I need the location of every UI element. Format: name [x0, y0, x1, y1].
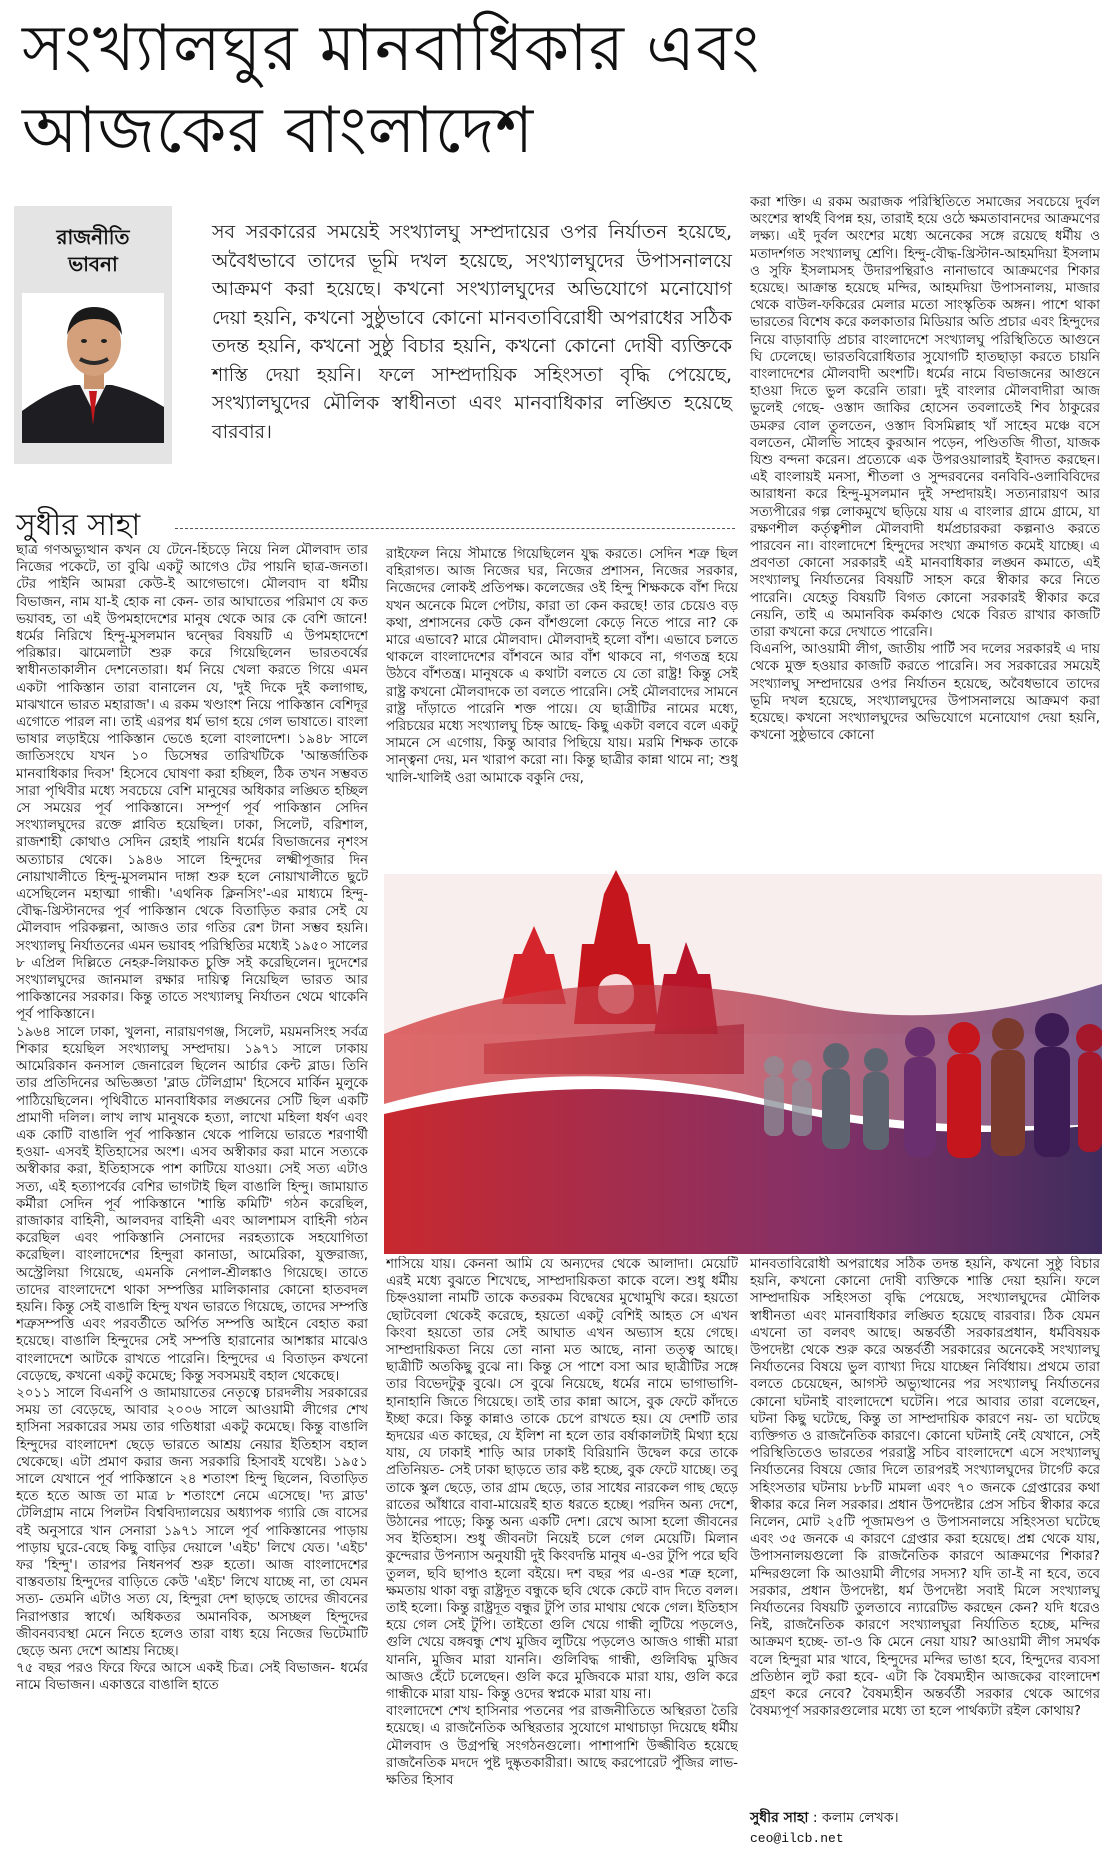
column-label — [14, 224, 172, 278]
author-byline: সুধীর সাহা — [16, 508, 141, 543]
signature-email: ceo@ilcb.net — [750, 1831, 844, 1846]
author-portrait — [22, 293, 164, 443]
byline-divider — [175, 528, 735, 529]
headline-line-1: সংখ্যালঘুর মানবাধিকার এবং — [22, 12, 761, 86]
body-column-3-top — [750, 194, 1100, 834]
column-label-box — [14, 206, 172, 464]
author-signature — [750, 1808, 1100, 1849]
author-portrait-drawing — [22, 293, 164, 443]
illustration-temple-crowd — [384, 834, 1102, 1254]
column-label-line-1: রাজনীতি — [56, 225, 130, 249]
body-column-1-text: ছাত্র গণঅভ্যুত্থান কখন যে টেনে-হিঁচড়ে নিয়ে নিল মৌলবাদ তার নিজের পকেটে, তা বুঝি একটু আগেও টের পায়নি ছাত্র-জনতা। টের পাইনি আমরা কেউ-ই আগেভাগে। মৌলবাদ বা ধর্মীয় বিভাজন, নাম যা-ই হোক না কেন- তার আঘাতের পরিমাণ যে কত ভয়াবহ, তা এই উপমহাদেশের মানুষ থেকে আর কে বেশি জানে! ধর্মের নিরিখে হিন্দু-মুসলমান দ্বন্দ্বের বিষয়টি এ উপমহাদেশে পরিষ্কার। ঝামেলাটা শুরু করে গিয়েছিলেন ভারতবর্ষের স্বাধীনতাকালীন দেশনেতারা। ধর্ম নিয়ে খেলা করতে গিয়ে এমন একটা পাকিস্তান তারা বানালেন যে, 'দুই দিকে দুই কলাগাছ, মাঝখানে ভারত মহারাজ'। এ রকম খণ্ডাংশ নিয়ে পাকিস্তান বেশিদূর এগোতে পারল না। তাই এরপর ধর্ম ভাগ হয়ে গেল ভাষাতে। বাংলা ভাষার লড়াইয়ে পাকিস্তান ভেঙে হলো বাংলাদেশ। ১৯৪৮ সালে জাতিসংঘে যখন ১০ ডিসেম্বর তারিখটিকে 'আন্তর্জাতিক মানবাধিকার দিবস' হিসেবে ঘোষণা করা হচ্ছিল, ঠিক তখন সম্ভবত সারা পৃথিবীর মধ্যে সবচেয়ে বেশি মানুষের অধিকার লঙ্ঘিত হচ্ছিল সে সময়ের পূর্ব পাকিস্তানে। সম্পূর্ণ পূর্ব পাকিস্তান সেদিন সংখ্যালঘুদের রক্তে প্লাবিত হয়েছিল। ঢাকা, সিলেট, বরিশাল, রাজশাহী কোথাও সেদিন রেহাই পায়নি ধর্মের বিভাজনের নৃশংস অত্যাচার থেকে। ১৯৪৬ সালে হিন্দুদের লক্ষ্মীপূজার দিন নোয়াখালীতে হিন্দু-মুসলমান দাঙ্গা শুরু হলে নোয়াখালীতে ছুটে এসেছিলেন মহাত্মা গান্ধী। 'এথনিক ক্লিনসিং'-এর মাধ্যমে হিন্দু-বৌদ্ধ-খ্রিস্টানদের পূর্ব পাকিস্তান থেকে বিতাড়িত করার সেই যে মৌলবাদ পরিকল্পনা, আজও তার গতির রেশ টানা সম্ভব হয়নি। সংখ্যালঘু নির্যাতনের এমন ভয়াবহ পরিস্থিতির মধ্যেই ১৯৫০ সালের ৮ এপ্রিল দিল্লিতে নেহরু-লিয়াকত চুক্তি সই করেছিলেন। দুদেশের সংখ্যালঘুদের জানমাল রক্ষার দায়িত্ব নিয়েছিল ভারত আর পাকিস্তানের সরকার। কিন্তু তাতে সংখ্যালঘু নির্যাতন থেমে থাকেনি পূর্ব পাকিস্তানে। ১৯৬৪ সালে ঢাকা, খুলনা, নারায়ণগঞ্জ, সিলেট, ময়মনসিংহ সর্বত্র শিকার হয়েছিল সংখ্যালঘু সম্প্রদায়। ১৯৭১ সালে ঢাকায় আমেরিকান কনসাল জেনারেল ছিলেন আর্চার কেন্ট ব্লাড। তিনি তার প্রতিদিনের অভিজ্ঞতা 'ব্লাড টেলিগ্রাম' হিসেবে মার্কিন মুলুকে পাঠিয়েছিলেন। পৃথিবীতে মানবাধিকার লঙ্ঘনের সেটি ছিল একটি প্রামাণী দলিল। লাখ লাখ মানুষকে হত্যা, লাখো মহিলা ধর্ষণ এবং এক কোটি বাঙালি পূর্ব পাকিস্তান থেকে পালিয়ে ভারতে শরণার্থী হওয়া- এসবই ইতিহাসের অংশ। এসব অস্বীকার করা মানে সত্যকে অস্বীকার করা, ইতিহাসকে পাশ কাটিয়ে যাওয়া। সেই সত্য এটাও সত্য, এই হত্যাপর্বের বেশির ভাগটাই ছিল বাঙালি হিন্দু। জামায়াত কর্মীরা সেদিন পূর্ব পাকিস্তানে 'শান্তি কমিটি' গঠন করেছিল, রাজাকার বাহিনী, আলবদর বাহিনী এবং আলশামস বাহিনী গঠন করেছিল এবং পাকিস্তানি সেনাদের নরহত্যাকে সহযোগিতা করেছিল। বাংলাদেশের হিন্দুরা কানাডা, আমেরিকা, যুক্তরাজ্য, অস্ট্রেলিয়া গিয়েছে, এমনকি নেপাল-শ্রীলঙ্কাও গিয়েছে। তাতে তাদের বাংলাদেশে থাকা সম্পত্তির মালিকানার কোনো হাতবদল হয়নি। কিন্তু সেই বাঙালি হিন্দু যখন ভারতে গিয়েছে, তাদের সম্পত্তি শত্রুসম্পত্তি এবং পরবর্তীতে অর্পিত সম্পত্তি আইনে বেহাত করা হয়েছে। বাঙালি হিন্দুদের সেই সম্পত্তি হারানোর আশঙ্কার মাঝেও বাংলাদেশে আটকে রাখতে পারেনি। হিন্দুদের এ বিতাড়ন কখনো বেড়েছে, কখনো একটু কমেছে; কিন্তু সবসময়ই বহাল থেকেছে। ২০১১ সালে বিএনপি ও জামায়াতের নেতৃত্বে চারদলীয় সরকারের সময় তা বেড়েছে, আবার ২০০৬ সালে আওয়ামী লীগের শেখ হাসিনা সরকারের সময় তার গতিধারা একটু কমেছে। কিন্তু বাঙালি হিন্দুদের বাংলাদেশ ছেড়ে ভারতে আশ্রয় নেয়ার ইতিহাস বহাল থেকেছে। এটা প্রমাণ করার জন্য সরকারি হিসাবই যথেষ্ট। ১৯৫১ সালে যেখানে পূর্ব পাকিস্তানে ২৪ শতাংশ হিন্দু ছিলেন, বিতাড়িত হতে হতে আজ তা মাত্র ৮ শতাংশে নেমে এসেছে। 'দ্য ব্লাড' টেলিগ্রাম নামে পিলটন বিশ্ববিদ্যালয়ের অধ্যাপক গ্যারি জে বাসের বই অনুসারে খান সেনারা ১৯৭১ সালে পূর্ব পাকিস্তানের পাড়ায় পাড়ায় ঘুরে-বেছে কিছু বাড়ির দেয়ালে 'এইচ' লিখে যেত। 'এইচ' ফর 'হিন্দু'। তারপর নিধনপর্ব শুরু হতো। আজ বাংলাদেশের বাস্তবতায় হিন্দুদের বাড়িতে কেউ 'এইচ' লিখে যাচ্ছে না, তা যেমন সত্য- তেমনি এটাও সত্য যে, হিন্দুরা দেশ ছাড়ছে তাদের জীবনের নিরাপত্তার স্বার্থে। অধিকতর অমানবিক, অসচ্ছল হিন্দুদের জীবনব্যবস্থা মেনে নিতে হলেও তারা বাধ্য হয়ে নিজের ভিটেমাটি ছেড়ে অন্য দেশে আশ্রয় নিচ্ছে। ৭৫ বছর পরও ফিরে ফিরে আসে একই চিত্র। সেই বিভাজন- ধর্মের নামে বিভাজন। একাত্তরে বাঙালি হাতে — [16, 543, 368, 1694]
signature-name: সুধীর সাহা — [750, 1810, 809, 1826]
column-label-line-2: ভাবনা — [68, 252, 118, 276]
body-column-3-bottom — [750, 1256, 1100, 1796]
body-column-1 — [16, 542, 368, 1868]
body-column-2-bottom-text: শাসিয়ে যায়। কেননা আমি যে অন্যদের থেকে আলাদা। মেয়েটি এরই মধ্যে বুঝতে শিখেছে, সাম্প্রদায়িকতা কাকে বলে। শুধু ধর্মীয় চিহ্নওয়ালা নামটি তাকে কতরকম বিদ্বেষের মুখোমুখি করে। হয়তো ছোটবেলা থেকেই করেছে, হয়তো একটু বেশিই আহত সে এখন কিংবা হয়তো তার সেই আঘাত এখন অভ্যাস হয়ে গেছে। সাম্প্রদায়িকতা নিয়ে তো নানা মত আছে, নানা তত্ত্ব আছে। ছাত্রীটি অতকিছু বুঝে না। কিন্তু সে পাশে বসা আর ছাত্রীটির সঙ্গে তার বিভেদটুকু বুঝে। সে বুঝে নিয়েছে, ধর্মের নামে ভাগাভাগি-হানাহানি জিতে গিয়েছে। তাই তার কান্না আসে, বুক ফেটে কাঁদতে ইচ্ছা করে। কিন্তু কান্নাও তাকে চেপে রাখতে হয়। যে দেশটি তার হৃদয়ের এত কাছের, যে ইলিশ না হলে তার বর্ষাকালটাই মিথ্যা হয়ে যায়, যে ঢাকাই শাড়ি আর ঢাকাই বিরিয়ানি উদ্বেল করে তাকে প্রতিনিয়ত- সেই ঢাকা ছাড়তে তার কষ্ট হচ্ছে, বুক ফেটে যাচ্ছে। তবু তাকে স্কুল ছেড়ে, তার গ্রাম ছেড়ে, তার সাধের নারকেল গাছ ছেড়ে রাতের আঁধারে বাবা-মায়েরই হাত ধরতে হচ্ছে। পরদিন অন্য দেশে, উঠানের পাড়ে; কিন্তু অন্য একটি দেশ। রেখে আসা হলো জীবনের সব ইতিহাস। শুধু জীবনটা নিয়েই চলে গেল মেয়েটি। মিলান কুন্দেরার উপন্যাস অনুযায়ী দুই কিংবদন্তি মানুষ এ-ওর টুপি পরে ছবি তুলল, ছবি ছাপাও হলো বইয়ে। দশ বছর পর এ-ওর শত্রু হলো, ক্ষমতায় থাকা বন্ধু রাষ্ট্রদূত বন্ধুকে ছবি থেকে কেটে বাদ দিতে বলল। তাই হলো। কিন্তু রাষ্ট্রদূত বন্ধুর টুপি তার মাথায় থেকে গেল। ইতিহাস হয়ে গেল সেই টুপি। তাইতো গুলি খেয়ে গান্ধী লুটিয়ে পড়লেও, গুলি খেয়ে বঙ্গবন্ধু শেখ মুজিব লুটিয়ে পড়লেও আজও গান্ধী মারা যাননি, মুজিব মারা যাননি। গুলিবিদ্ধ গান্ধী, গুলিবিদ্ধ মুজিব আজও হেঁটে চলেছেন। গুলি করে মুজিবকে মারা যায়, গুলি করে গান্ধীকে মারা যায়- কিন্তু ওদের স্বপ্নকে মারা যায় না। বাংলাদেশে শেখ হাসিনার পতনের পর রাজনীতিতে অস্থিরতা তৈরি হয়েছে। এ রাজনৈতিক অস্থিরতার সুযোগে মাথাচাড়া দিয়েছে ধর্মীয় মৌলবাদ ও উগ্রপন্থি সংগঠনগুলো। পাশাপাশি উজ্জীবিত হয়েছে রাজনৈতিক মদদে পুষ্ট দুষ্কৃতকারীরা। আছে করপোরেট পুঁজির লাভ-ক্ষতির হিসাব — [386, 1257, 738, 1789]
headline-line-2: আজকের বাংলাদেশ — [22, 94, 535, 168]
body-column-3-bottom-text: মানবতাবিরোধী অপরাধের সঠিক তদন্ত হয়নি, কখনো সুষ্ঠু বিচার হয়নি, কখনো কোনো দোষী ব্যক্তিকে শাস্তি দেয়া হয়নি। ফলে সাম্প্রদায়িক সহিংসতা বৃদ্ধি পেয়েছে, সংখ্যালঘুদের মৌলিক স্বাধীনতা এবং মানবাধিকার লঙ্ঘিত হয়েছে বারবার। ঠিক যেমন এখনো তা বলবৎ আছে। অন্তর্বর্তী সরকারপ্রধান, ধর্মবিষয়ক উপদেষ্টা থেকে শুরু করে অন্তর্বর্তী সরকারের অনেকেই সংখ্যালঘু নির্যাতনের বিষয়ে ভুল ব্যাখ্যা দিয়ে যাচ্ছেন নির্বিধায়। প্রথমে তারা বলতে চেয়েছেন, আগস্ট অভ্যুত্থানের পর সংখ্যালঘু নির্যাতনের কোনো ঘটনাই বাংলাদেশে ঘটেনি। পরে আবার তারা বলেছেন, ঘটনা কিছু ঘটেছে, কিন্তু তা সাম্প্রদায়িক কারণে নয়- তা ঘটেছে ব্যক্তিগত ও রাজনৈতিক কারণে। কোনো ঘটনাই নেই যেখানে, সেই পরিস্থিতিতেও ভারতের পররাষ্ট্র সচিব বাংলাদেশে এসে সংখ্যালঘু নির্যাতনের বিষয়ে জোর দিলে তারপরই সংখ্যালঘুদের টার্গেট করে সহিংসতার ঘটনায় ৮৮টি মামলা এবং ৭০ জনকে গ্রেপ্তারের কথা স্বীকার করে নিল সরকার। প্রধান উপদেষ্টার প্রেস সচিব স্বীকার করে নিলেন, মোট ২৫টি পূজামণ্ডপ ও উপাসনালয়ে সহিংসতা ঘটেছে এবং ৩৫ জনকে এ কারণে গ্রেপ্তার করা হয়েছে। প্রশ্ন থেকে যায়, উপাসনালয়গুলো কি রাজনৈতিক কারণে আক্রমণের শিকার? মন্দিরগুলো কি আওয়ামী লীগের সদস্য? যদি তা-ই না হবে, তবে সরকার, প্রধান উপদেষ্টা, ধর্ম উপদেষ্টা সবাই মিলে সংখ্যালঘু নির্যাতনের বিষয়টি তুলতাবে ন্যারেটিভ করছেন কেন? যদি ধরেও নিই, রাজনৈতিক কারণে সংখ্যালঘুরা নির্যাতিত হচ্ছে, মন্দির আক্রমণ হচ্ছে- তা-ও কি মেনে নেয়া যায়? আওয়ামী লীগ সমর্থক বলে হিন্দুরা মার খাবে, হিন্দুদের মন্দির ভাঙা হবে, হিন্দুদের ব্যবসা প্রতিষ্ঠান লুট করা হবে- এটা কি বৈষম্যহীন আজকের বাংলাদেশ গ্রহণ করে নেবে? বৈষম্যহীন অন্তর্বর্তী সরকার থেকে আগের বৈষম্যপূর্ণ সরকারগুলোর মধ্যে তা হলে পার্থক্যটা রইল কোথায়? — [750, 1257, 1100, 1720]
body-column-2-top-text: রাইফেল নিয়ে সীমান্তে গিয়েছিলেন যুদ্ধ করতে। সেদিন শত্রু ছিল বহিরাগত। আজ নিজের ঘর, নিজের প্রশাসন, নিজের সরকার, নিজেদের লোকই প্রতিপক্ষ। কলেজের ওই হিন্দু শিক্ষককে বাঁশ দিয়ে যখন অনেকে মিলে পেটায়, কারা তা কেন করছে! তার চেয়েও বড় কথা, প্রশাসনের কেউ কেন বাঁশগুলো কেড়ে নিতে পারে না? কে মারে এভাবে? মারে মৌলবাদ। মৌলবাদই হলো বাঁশ। এভাবে চলতে থাকলে বাংলাদেশের বাঁশবনে আর বাঁশ থাকবে না, গণতন্ত্র হয়ে উঠবে বাঁশতন্ত্র। মানুষকে এ কথাটা বলতে যে তো রাষ্ট্র! কিন্তু সেই রাষ্ট্র কখনো মৌলবাদকে তা বলতে পারেনি। সেই মৌলবাদের সামনে রাষ্ট্র দাঁড়াতে পারেনি শক্ত পায়ে। যে ছাত্রীটির নামের মধ্যে, পরিচয়ের মধ্যে সংখ্যালঘু চিহ্ন আছে- কিছু একটা বলবে বলে একটু সামনে সে এগোয়, কিন্তু আবার পিছিয়ে যায়। মরমি শিক্ষক তাকে সান্ত্বনা দেয়, মন খারাপ করো না। কিন্তু ছাত্রীর কান্না থামে না; শুধু খালি-খালিই ওরা আমাকে বকুনি দেয়, — [386, 547, 738, 786]
body-column-2-top — [386, 546, 738, 828]
body-column-3-top-text: করা শক্তি। এ রকম অরাজক পরিস্থিতিতে সমাজের সবচেয়ে দুর্বল অংশের স্বার্থই বিপন্ন হয়, তারাই হয়ে ওঠে ক্ষমতাবানদের আক্রমণের লক্ষ্য। এই দুর্বল অংশের মধ্যে অনেকের সঙ্গে রয়েছে ধর্মীয় ও মতাদর্শগত সংখ্যালঘু শ্রেণি। হিন্দু-বৌদ্ধ-খ্রিস্টান-আহমদিয়া ইসলাম ও সুফি ইসলামসহ উদারপন্থিরাও নানাভাবে আক্রমণের শিকার হয়েছে। আক্রান্ত হয়েছে মন্দির, আহমদিয়া উপাসনালয়, মাজার থেকে বাউল-ফকিরের মেলার মতো সাংস্কৃতিক অঙ্গন। পাশে থাকা ভারতের বিশেষ করে কলকাতার মিডিয়ার অতি প্রচার এবং হিন্দুদের নিয়ে বাড়াবাড়ি প্রচার বাংলাদেশে সংখ্যালঘু পরিস্থিতিতে আগুনে ঘি ঢেলেছে। ভারতবিরোধিতার সুযোগটি হাতছাড়া করতে চায়নি বাংলাদেশের মৌলবাদী অংশটি। ধর্মের নামে বিভাজনের আগুনে হাওয়া দিতে ভুল করেনি তারা। দুই বাংলার মৌলবাদীরা আজ ভুলেই গেছে- ওস্তাদ জাকির হোসেন তবলাতেই শিব ঠাকুরের ডমরুর বোল তুলতেন, ওস্তাদ বিসমিল্লাহ খাঁ সাহেব মঞ্চে বসে বলতেন, মৌলভি সাহেব কুরআন পড়েন, পণ্ডিতজি গীতা, যাজক যিশু বন্দনা করেন। প্রত্যেকে এক উপরওয়ালারই ইবাদত করছেন। এই বাংলায়ই মনসা, শীতলা ও সুন্দরবনের বনবিবি-ওলাবিবিদের আরাধনা করে হিন্দু-মুসলমান দুই সম্প্রদায়ই। সত্যনারায়ণ আর সত্যপীরের গল্প লোকমুখে ছড়িয়ে যায় এ বাংলার গ্রামে গ্রামে, যা রক্ষণশীল কর্তৃত্বশীল মৌলবাদী ধর্মপ্রচারকরা কল্পনাও করতে পারবেন না। বাংলাদেশে হিন্দুদের সংখ্যা ক্রমাগত কমেই যাচ্ছে। এ প্রবণতা কোনো সরকারই এই মানবাধিকার লঙ্ঘন কমাতে, এই সংখ্যালঘু নির্যাতনের বিষয়টি সাহস করে স্বীকার করে নিতে পারেনি। যেহেতু বিষয়টি বিগত কোনো সরকারই স্বীকার করে নেয়নি, তাই এ অমানবিক কর্মকাণ্ড থেকে বিরত রাখার কাজটি তারা কখনো করে দেখাতে পারেনি। বিএনপি, আওয়ামী লীগ, জাতীয় পার্টি সব দলের সরকারই এ দায় থেকে মুক্ত হওয়ার কাজটি করতে পারেনি। সব সরকারের সময়েই সংখ্যালঘু সম্প্রদায়ের ওপর নির্যাতন হয়েছে, অবৈধভাবে তাদের ভূমি দখল হয়েছে, সংখ্যালঘুদের উপাসনালয়ে আক্রমণ করা হয়েছে। কখনো সংখ্যালঘুদের অভিযোগে মনোযোগ দেয়া হয়নি, কখনো সুষ্ঠুভাবে কোনো — [750, 195, 1100, 744]
body-column-2-bottom — [386, 1256, 738, 1866]
intro-pullquote: সব সরকারের সময়েই সংখ্যালঘু সম্প্রদায়ের ওপর নির্যাতন হয়েছে, অবৈধভাবে তাদের ভূমি দখল হয়েছে, সংখ্যালঘুদের উপাসনালয়ে আক্রমণ করা হয়েছে। কখনো সংখ্যালঘুদের অভিযোগে মনোযোগ দেয়া হয়নি, কখনো সুষ্ঠুভাবে কোনো মানবতাবিরোধী অপরাধের সঠিক তদন্ত হয়নি, কখনো সুষ্ঠু বিচার হয়নি, কখনো কোনো দোষী ব্যক্তিকে শাস্তি দেয়া হয়নি। ফলে সাম্প্রদায়িক সহিংসতা বৃদ্ধি পেয়েছে, সংখ্যালঘুদের মৌলিক স্বাধীনতা এবং মানবাধিকার লঙ্ঘিত হয়েছে বারবার। — [212, 221, 732, 443]
headline — [22, 8, 782, 172]
signature-role: : কলাম লেখক। — [812, 1810, 899, 1826]
